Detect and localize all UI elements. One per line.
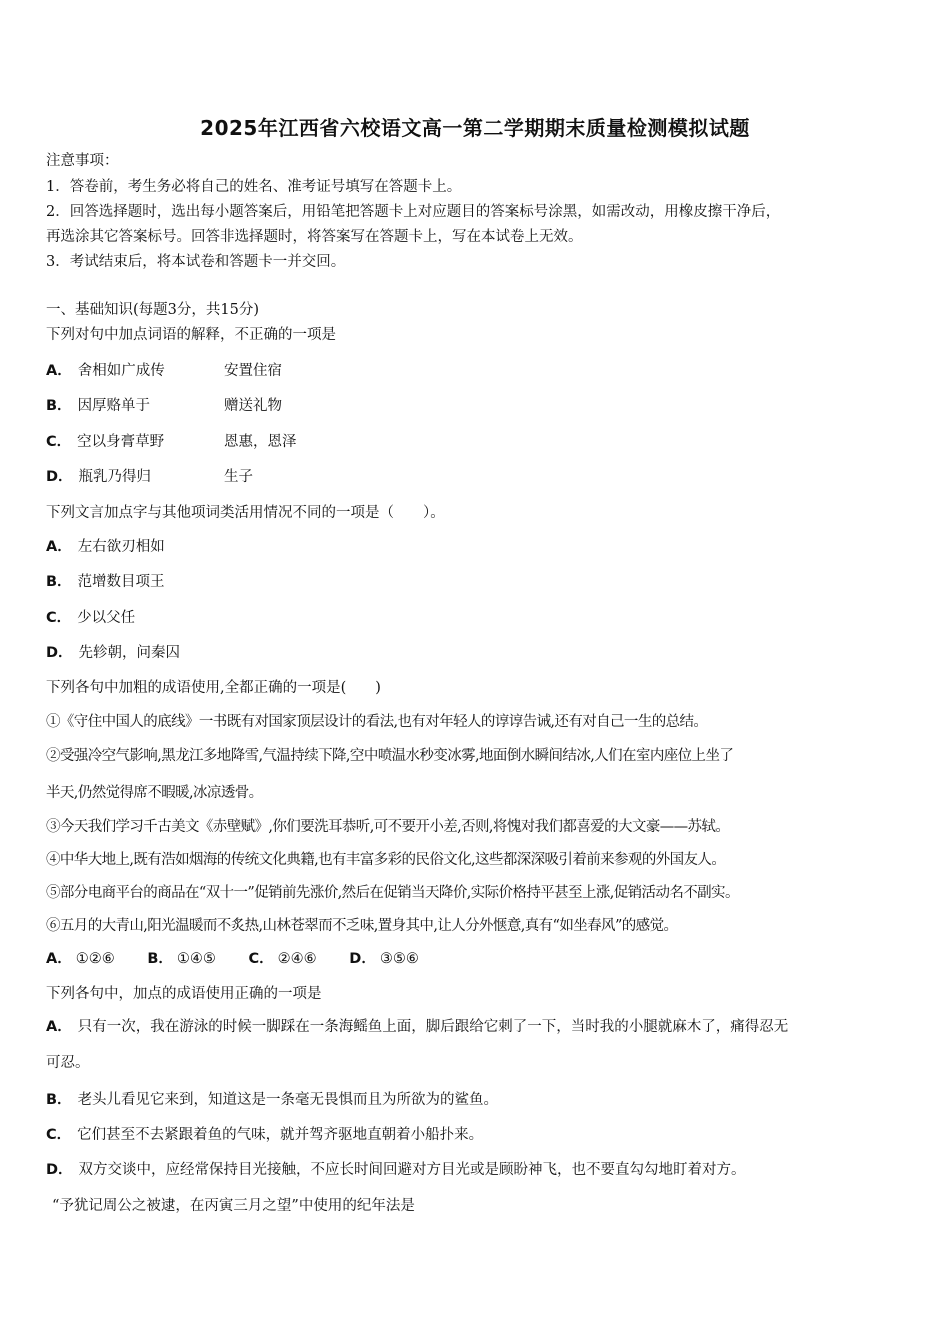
notice-item: 再选涂其它答案标号。回答非选择题时，将答案写在答题卡上，写在本试卷上无效。	[46, 229, 583, 245]
option-b	[46, 573, 165, 591]
option-letter: A．	[46, 363, 72, 379]
page-title: 2025年江西省六校语文高一第二学期期末质量检测模拟试题	[200, 116, 750, 140]
option-a	[46, 1018, 788, 1036]
sentence: ③今天我们学习千古美文《赤壁赋》,你们要洗耳恭听,可不要开小差,否则,将愧对我们都喜爱的大文豪——苏轼。	[46, 819, 730, 835]
option-explanation: 恩惠，恩泽	[224, 434, 297, 450]
option-letter: D．	[46, 469, 73, 485]
sentence: 半天,仍然觉得席不暇暖,冰凉透骨。	[46, 785, 263, 801]
option-letter: D．	[46, 645, 73, 661]
answer-choices	[46, 950, 447, 968]
sentence: ④中华大地上,既有浩如烟海的传统文化典籍,也有丰富多彩的民俗文化,这些都深深吸引着前来参观的外国友人。	[46, 852, 726, 868]
option-letter: C．	[46, 610, 72, 626]
choice-c: C． ②④⑥	[248, 951, 317, 967]
question-stem: “予犹记周公之被逮，在丙寅三月之望”中使用的纪年法是	[52, 1198, 415, 1214]
option-c	[46, 609, 135, 627]
option-d	[46, 1161, 746, 1179]
choice-a: A． ①②⑥	[46, 951, 115, 967]
notice-item: 1．答卷前，考生务必将自己的姓名、准考证号填写在答题卡上。	[46, 179, 462, 195]
option-text: 瓶乳乃得归	[78, 469, 152, 485]
choice-d: D． ③⑤⑥	[349, 951, 419, 967]
option-explanation: 安置住宿	[224, 363, 282, 379]
question-stem: 下列文言加点字与其他项词类活用情况不同的一项是（ ）。	[46, 505, 445, 521]
section-heading: 一、基础知识(每题3分，共15分)	[46, 302, 259, 318]
option-letter: D．	[46, 1162, 73, 1178]
option-letter: C．	[46, 434, 72, 450]
question-stem: 下列各句中，加点的成语使用正确的一项是	[46, 986, 322, 1002]
option-b	[46, 1091, 498, 1109]
sentence: ⑤部分电商平台的商品在“双十一”促销前先涨价,然后在促销当天降价,实际价格持平甚至上涨,促销活动名不副实。	[46, 885, 739, 901]
option-a-continued: 可忍。	[46, 1055, 90, 1071]
option-letter: B．	[46, 574, 72, 590]
option-c	[46, 433, 164, 451]
option-b	[46, 397, 150, 415]
option-text: 双方交谈中，应经常保持目光接触，不应长时间回避对方目光或是顾盼神飞，也不要直勾勾地盯着对方。	[78, 1162, 746, 1178]
option-explanation: 赠送礼物	[224, 398, 282, 414]
option-text: 空以身膏草野	[77, 434, 165, 450]
option-letter: A．	[46, 1019, 72, 1035]
sentence: ②受强冷空气影响,黑龙江多地降雪,气温持续下降,空中喷温水秒变冰雾,地面倒水瞬间结冰,人们在室内座位上坐了	[46, 748, 734, 764]
notice-item: 3．考试结束后，将本试卷和答题卡一并交回。	[46, 254, 346, 270]
notice-heading: 注意事项：	[46, 153, 119, 169]
option-text: 范增数目项王	[77, 574, 165, 590]
option-letter: C．	[46, 1127, 72, 1143]
sentence: ⑥五月的大青山,阳光温暖而不炙热,山林苍翠而不乏味,置身其中,让人分外惬意,真有“如坐春风”的感觉。	[46, 918, 678, 934]
option-letter: A．	[46, 539, 72, 555]
option-text: 少以父任	[77, 610, 136, 626]
option-text: 因厚赂单于	[77, 398, 151, 414]
option-text: 它们甚至不去紧跟着鱼的气味，就并驾齐驱地直朝着小船扑来。	[77, 1127, 484, 1143]
option-c	[46, 1126, 483, 1144]
choice-b: B． ①④⑤	[147, 951, 216, 967]
option-d	[46, 644, 180, 662]
option-text: 先轸朝，问秦囚	[78, 645, 181, 661]
notice-item: 2．回答选择题时，选出每小题答案后，用铅笔把答题卡上对应题目的答案标号涂黑，如需改动，用橡皮擦干净后，	[46, 204, 781, 220]
sentence: ①《守住中国人的底线》一书既有对国家顶层设计的看法,也有对年轻人的谆谆告诫,还有对自己一生的总结。	[46, 714, 708, 730]
option-a	[46, 538, 165, 556]
option-d	[46, 468, 151, 486]
question-stem: 下列对句中加点词语的解释，不正确的一项是	[46, 327, 336, 343]
option-text: 只有一次，我在游泳的时候一脚踩在一条海鳐鱼上面，脚后跟给它刺了一下，当时我的小腿就麻木了，痛得忍无	[77, 1019, 789, 1035]
question-stem: 下列各句中加粗的成语使用,全都正确的一项是( )	[46, 680, 381, 696]
option-a	[46, 362, 165, 380]
option-text: 舍相如广成传	[77, 363, 165, 379]
option-letter: B．	[46, 1092, 72, 1108]
option-explanation: 生子	[224, 469, 253, 485]
option-letter: B．	[46, 398, 72, 414]
option-text: 左右欲刃相如	[77, 539, 165, 555]
option-text: 老头儿看见它来到，知道这是一条毫无畏惧而且为所欲为的鲨鱼。	[77, 1092, 499, 1108]
